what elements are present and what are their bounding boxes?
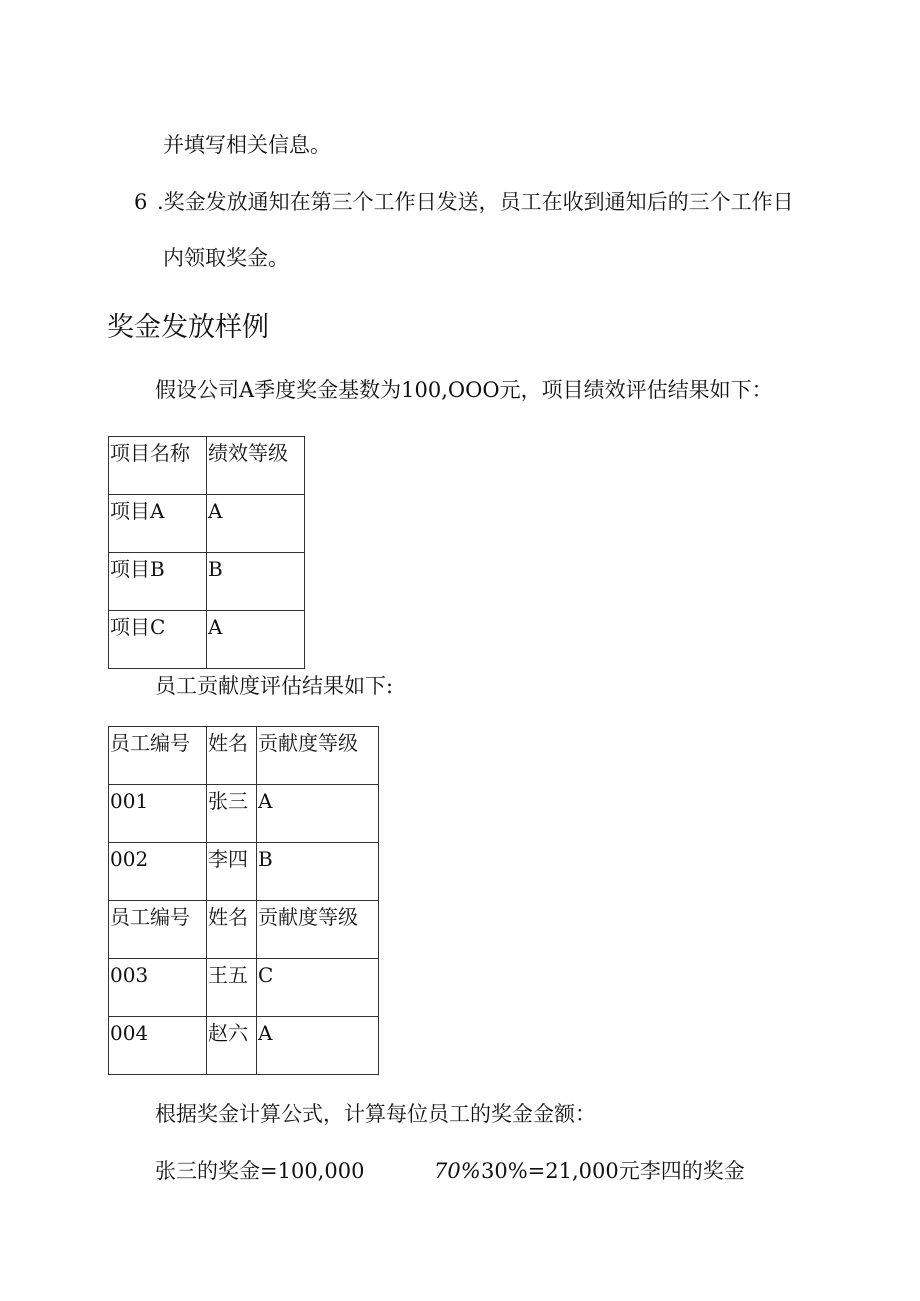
table-cell: 002: [109, 843, 207, 901]
table-header-cell: 贡献度等级: [257, 901, 379, 959]
table-cell: A: [207, 495, 305, 553]
table-row: [109, 495, 305, 553]
table-header-cell: 姓名: [207, 901, 257, 959]
intro-paragraph: 假设公司A季度奖金基数为100,OOO元，项目绩效评估结果如下：: [155, 378, 773, 402]
table-cell: 赵六: [207, 1017, 257, 1075]
table-row: [109, 843, 379, 901]
contribution-intro: 员工贡献度评估结果如下:: [155, 674, 394, 698]
table-cell: 004: [109, 1017, 207, 1075]
paragraph-fill-info: 并填写相关信息。: [163, 133, 331, 157]
table-cell: A: [257, 1017, 379, 1075]
table-header-cell: 绩效等级: [207, 437, 305, 495]
table-header-cell: 姓名: [207, 727, 257, 785]
table-row: [109, 553, 305, 611]
table-header-row: [109, 727, 379, 785]
table-row: [109, 959, 379, 1017]
table-cell: B: [257, 843, 379, 901]
table-row: [109, 1017, 379, 1075]
calc-zhangsan: 张三的奖金=100,000: [155, 1159, 365, 1183]
table-header-cell: 员工编号: [109, 901, 207, 959]
list-item-6-line2: 内领取奖金。: [163, 246, 289, 270]
formula-intro: 根据奖金计算公式，计算每位员工的奖金金额：: [155, 1102, 596, 1126]
list-item-6-line1: .奖金发放通知在第三个工作日发送，员工在收到通知后的三个工作日: [157, 190, 794, 214]
table-header-row: [109, 437, 305, 495]
table-cell: 003: [109, 959, 207, 1017]
table-cell: 李四: [207, 843, 257, 901]
table-cell: C: [257, 959, 379, 1017]
table-cell: A: [207, 611, 305, 669]
table-cell: 张三: [207, 785, 257, 843]
table-cell: 001: [109, 785, 207, 843]
table-cell: 项目C: [109, 611, 207, 669]
table-cell: 项目A: [109, 495, 207, 553]
table-row: [109, 785, 379, 843]
table-cell: 项目B: [109, 553, 207, 611]
employee-contribution-table: [108, 726, 379, 1075]
calc-percent-italic: 70%: [434, 1159, 481, 1183]
table-header-cell: 员工编号: [109, 727, 207, 785]
list-number-6: 6: [134, 190, 148, 214]
section-heading: 奖金发放样例: [107, 312, 269, 343]
table-header-cell: 贡献度等级: [257, 727, 379, 785]
calc-result: 30%=21,000元李四的奖金: [481, 1159, 745, 1183]
table-cell: 王五: [207, 959, 257, 1017]
table-header-cell: 项目名称: [109, 437, 207, 495]
table-cell: B: [207, 553, 305, 611]
project-performance-table: [108, 436, 305, 669]
table-cell: A: [257, 785, 379, 843]
table-header-row: [109, 901, 379, 959]
table-row: [109, 611, 305, 669]
